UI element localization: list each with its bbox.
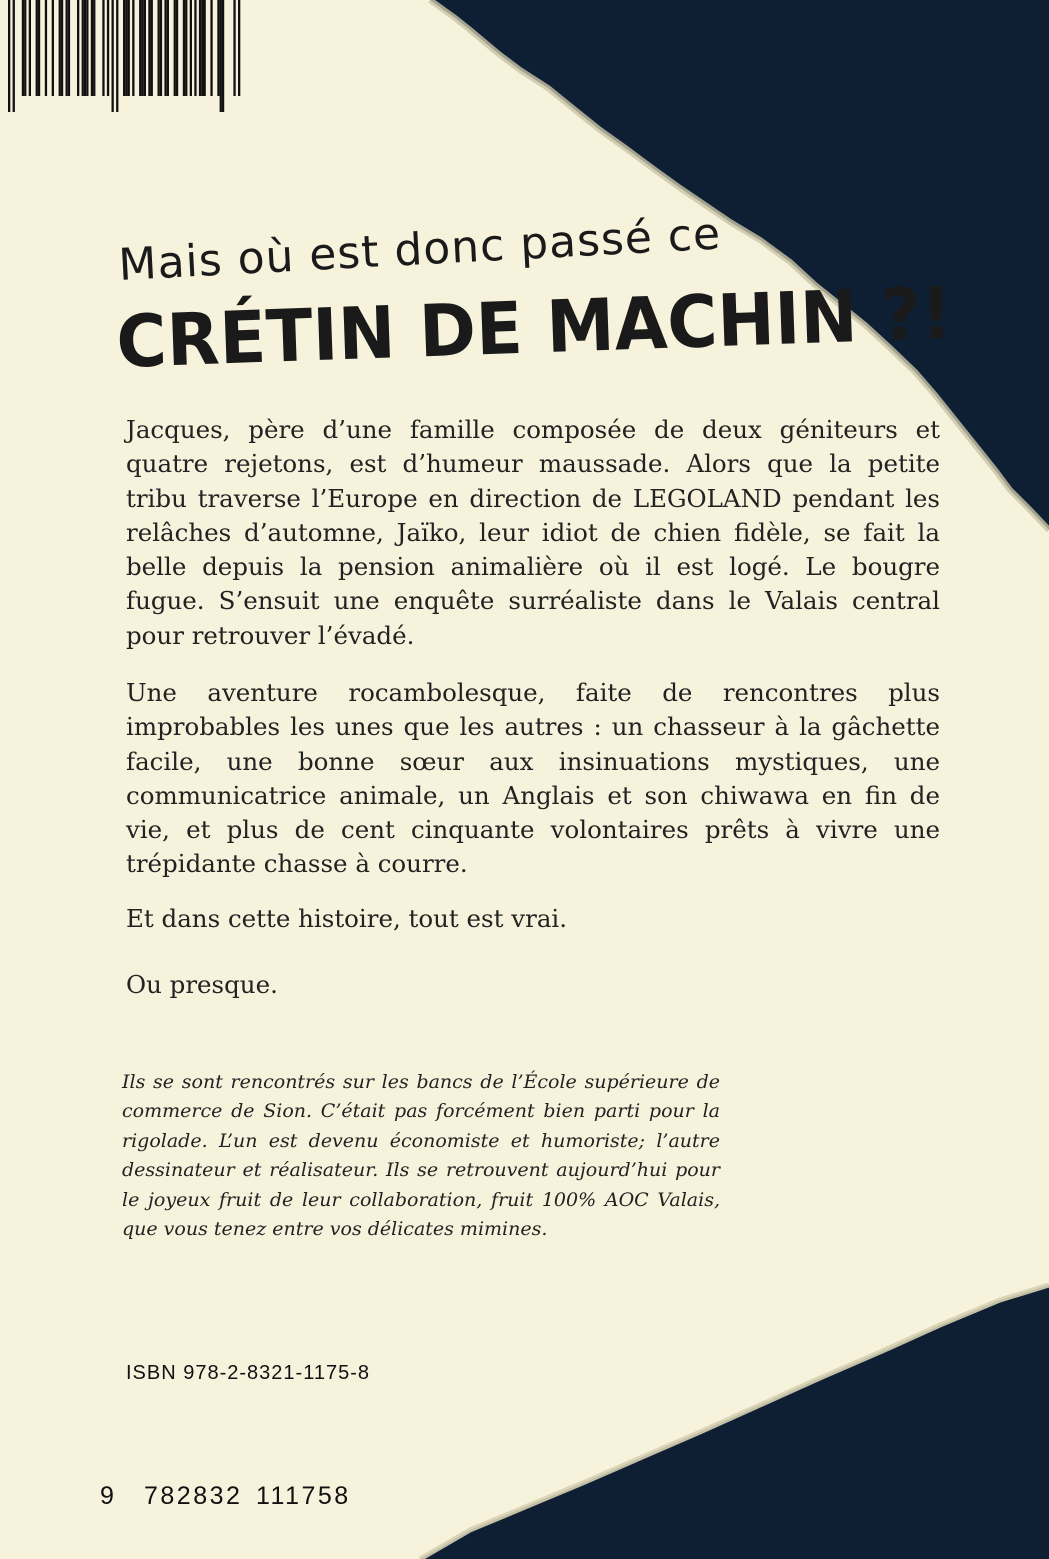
title-line-2: CRÉTIN DE MACHIN ?!	[115, 270, 954, 384]
barcode-bar	[22, 0, 24, 96]
barcode-bar	[139, 0, 141, 96]
barcode-bar	[102, 0, 104, 96]
barcode-bar	[176, 0, 178, 96]
barcode-bar	[125, 0, 127, 96]
barcode-digits-left: 782832	[144, 1482, 243, 1510]
barcode-bar	[199, 0, 201, 96]
barcode-bar	[201, 0, 203, 96]
title-line-1: Mais où est donc passé ce	[117, 208, 723, 291]
barcode-icon	[0, 0, 250, 118]
barcode-bar	[167, 0, 169, 96]
barcode-bar	[29, 0, 31, 96]
barcode-bar	[112, 0, 114, 112]
barcode-bar	[52, 0, 54, 96]
barcode-bar	[132, 0, 134, 96]
barcode-bar	[164, 0, 166, 96]
barcode-bar	[107, 0, 109, 96]
blurb-paragraph-4: Ou presque.	[126, 970, 278, 999]
barcode-bar	[238, 0, 240, 96]
barcode-bar	[8, 0, 10, 112]
barcode-bar	[190, 0, 192, 96]
barcode-bar	[38, 0, 40, 96]
barcode-bar	[185, 0, 187, 96]
barcode-bar	[174, 0, 176, 96]
barcode-bar	[148, 0, 150, 96]
barcode-bar	[151, 0, 153, 96]
barcode-bar	[222, 0, 224, 112]
barcode-bar	[77, 0, 79, 96]
barcode-bar	[66, 0, 68, 96]
barcode-bar	[61, 0, 63, 96]
barcode-bar	[82, 0, 84, 96]
barcode-digit-lead: 9	[100, 1482, 117, 1510]
blurb-paragraph-3: Et dans cette histoire, tout est vrai.	[126, 904, 568, 933]
barcode-bar	[24, 0, 26, 96]
isbn-label: ISBN 978-2-8321-1175-8	[126, 1362, 370, 1384]
barcode-bar	[183, 0, 185, 96]
barcode-bar	[204, 0, 206, 96]
barcode-bar	[123, 0, 125, 96]
barcode-bar	[210, 0, 212, 96]
barcode-bar	[84, 0, 86, 96]
barcode-bar	[59, 0, 61, 96]
authors-note: Ils se sont rencontrés sur les bancs de l’École supérieure de commerce de Sion. C’était pas forcément bien parti pour la rigolade. L’un est devenu économiste et humoriste; l’autre dessinateur et réalisateur. Ils se retrouvent aujourd’hui pour le joyeux fruit de leur collaboration, fruit 100% AOC Valais, que vous tenez entre vos délicates mimines.	[122, 1071, 720, 1241]
barcode-bar	[158, 0, 160, 96]
barcode-digits-right: 111758	[256, 1482, 351, 1510]
barcode-bar	[68, 0, 70, 96]
barcode-bar	[194, 0, 196, 96]
barcode-bar	[86, 0, 88, 96]
barcode-bar	[233, 0, 235, 96]
blurb-paragraph-1: Jacques, père d’une famille composée de deux géniteurs et quatre rejetons, est d’humeur maussade. Alors que la petite tribu traverse l’Europe en direction de LEGOLAND pendant les relâches d’automne, Jaïko, leur idiot de chien fidèle, se fait la belle depuis la pension animalière où il est logé. Le bougre fugue. S’ensuit une enquête surréaliste dans le Valais central pour retrouver l’évadé.	[126, 415, 940, 650]
barcode-bar	[160, 0, 162, 96]
barcode-bar	[217, 0, 219, 96]
barcode-bar	[144, 0, 146, 96]
barcode-bar	[45, 0, 47, 96]
barcode-bar	[91, 0, 93, 96]
blurb-paragraph-2: Une aventure rocambolesque, faite de rencontres plus improbables les unes que les autres : un chasseur à la gâchette facile, une bonne sœur aux insinuations mystiques, une communicatrice animale, un Anglais et son chiwawa en fin de vie, et plus de cent cinquante volontaires prêts à vivre une trépidante chasse à courre.	[126, 678, 940, 879]
barcode-bar	[116, 0, 118, 112]
barcode-bar	[141, 0, 143, 96]
barcode-bar	[128, 0, 130, 96]
barcode-bar	[13, 0, 15, 112]
barcode-bar	[93, 0, 95, 96]
barcode-bar	[36, 0, 38, 96]
barcode-bar	[220, 0, 222, 112]
